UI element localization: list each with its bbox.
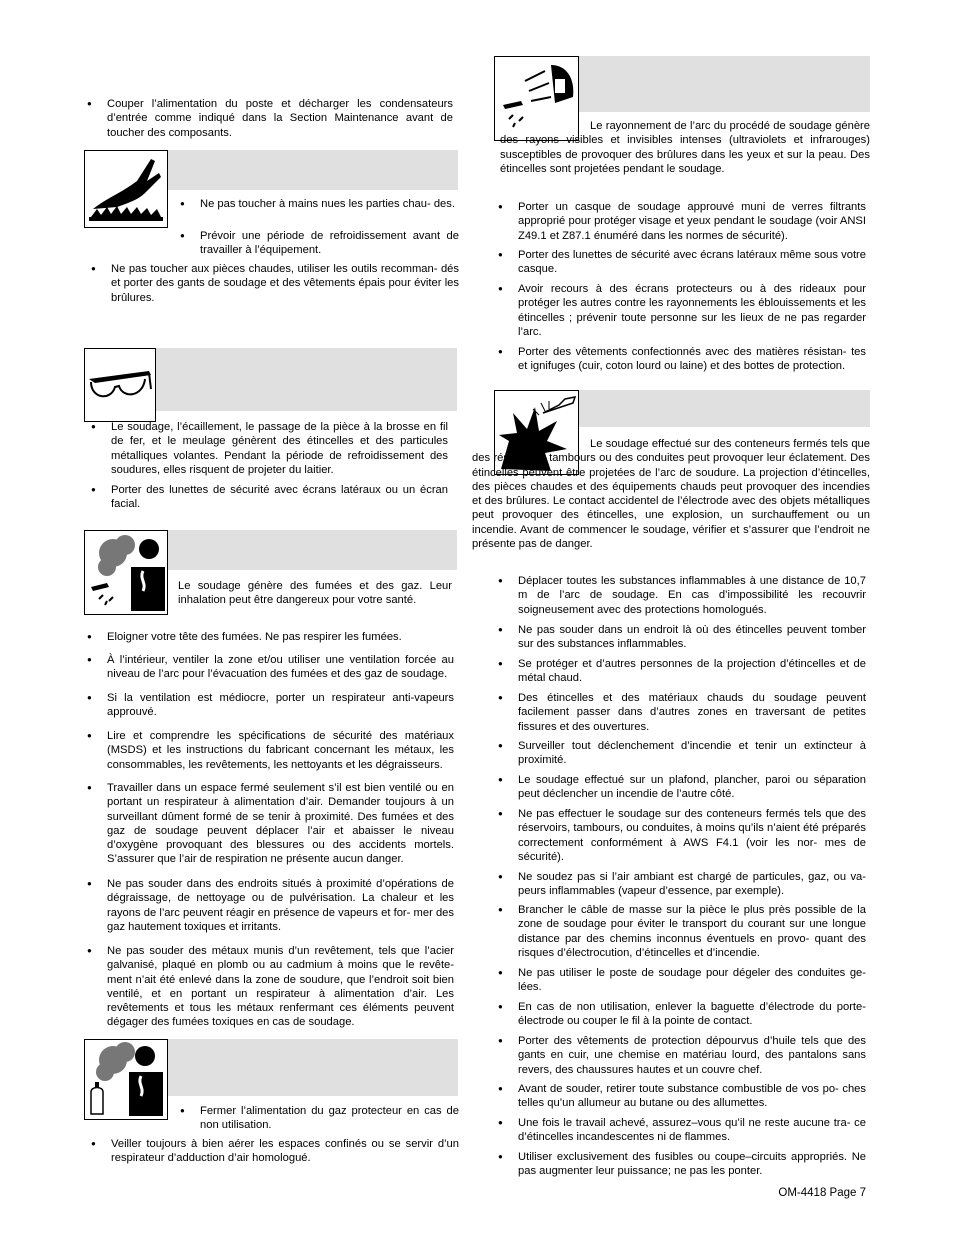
list-item: ● Si la ventilation est médiocre, porter un respirateur anti-vapeurs approuvé. — [107, 691, 454, 720]
arc-rays-intro: Le rayonnement de l’arc du procédé de soudage génère des rayons visibles et invisibles intenses (ultraviolets et infrarouges) susceptibles de provoquer des brûlures dans les yeux et sur la peau. Des étincelles sont projetées pendant le soudage. — [500, 120, 870, 175]
fumes-intro: Le soudage génère des fumées et des gaz. Leur inhalation peut être dangereux pour votre santé. — [178, 580, 452, 607]
list-item: ● Porter des vêtements de protection dépourvus d’huile tels que des gants en cuir, une chemise en matériau lourd, des pantalons sans revers, des chaussures hautes et un couvre chef. — [518, 1034, 866, 1077]
flying-metal-banner — [155, 348, 457, 411]
list-item: ● Avant de souder, retirer toute substance combustible de vos po- ches telles qu’un allumeur au butane ou des allumettes. — [518, 1082, 866, 1111]
list-item: ● Surveiller tout déclenchement d’incendie et tenir un extincteur à proximité. — [518, 739, 866, 768]
list-item: ● Porter des vêtements confectionnés avec des matières résistan- tes et ignifuges (cuir, coton lourd ou laine) et des bottes de protection. — [518, 345, 866, 374]
list-item: ● Avoir recours à des écrans protecteurs ou à des rideaux pour protéger les autres contre les rayonnements les éblouissements et les étincelles ; prévenir toute personne sur les lieux de ne pas regarder l’arc. — [518, 282, 866, 339]
gas-banner — [167, 1039, 458, 1096]
fumes-person-icon — [84, 530, 168, 615]
list-item: ● Porter des lunettes de sécurité avec écrans latéraux ou un écran facial. — [111, 483, 448, 512]
list-item: ● Ne pas toucher aux pièces chaudes, utiliser les outils recomman- dés et porter des gants de soudage et des vêtements épais pour éviter les brûlures. — [111, 262, 459, 305]
list-item: ● Ne pas utiliser le poste de soudage pour dégeler des conduites ge- lées. — [518, 966, 866, 995]
list-item: ● Déplacer toutes les substances inflammables à une distance de 10,7 m de l’arc de soudage. En cas d’impossibilité les recouvrir soigneusement avec des protections homologués. — [518, 574, 866, 617]
fumes-banner — [167, 530, 457, 570]
fire-intro: Le soudage effectué sur des conteneurs fermés tels que des réservoirs, tambours ou des conduites peut provoquer leur éclatement. Des étincelles peuvent être projetées de l’arc de soudure. La projection d’étincelles, des pièces chaudes et des équipements chauds peut provoquer des incendies et des brûlures. Le contact accidentel de l’électrode avec des objets métalliques peut provoquer des étincelles, une explosion, un surchauffement ou un incendie. Avant de commencer le soudage, vérifier et s’assurer que l’endroit ne présente pas de danger. — [472, 438, 870, 551]
safety-glasses-icon — [84, 348, 156, 422]
list-item: ● À l’intérieur, ventiler la zone et/ou utiliser une ventilation forcée au niveau de l’arc pour l’évacuation des fumées et des gaz de soudage. — [107, 653, 454, 682]
list-item: ● Fermer l’alimentation du gaz protecteur en cas de non utilisation. — [200, 1104, 459, 1133]
list-item: ● Prévoir une période de refroidissement avant de travailler à l’équipement. — [200, 229, 459, 258]
list-item: ● Le soudage effectué sur un plafond, plancher, paroi ou séparation peut déclencher un incendie de l’autre côté. — [518, 773, 866, 802]
list-item: ● Ne pas souder dans des endroits situés à proximité d’opérations de dégraissage, de nettoyage ou de pulvérisation. La chaleur et les rayons de l’arc peuvent réagir en présence de vapeurs et for- mer des gaz hautement toxiques et irritants. — [107, 877, 454, 934]
list-item: ● En cas de non utilisation, enlever la baguette d’électrode du porte- électrode ou couper le fil à la pointe de contact. — [518, 1000, 866, 1029]
list-item: ● Ne soudez pas si l’air ambiant est chargé de particules, gaz, ou va- peurs inflammables (vapeur d’essence, par exemple). — [518, 870, 866, 899]
list-item: ● Ne pas souder dans un endroit là où des étincelles peuvent tomber sur des substances inflammables. — [518, 623, 866, 652]
page-number: OM-4418 Page 7 — [778, 1187, 866, 1199]
list-item: ● Se protéger et d’autres personnes de la projection d’étincelles et de métal chaud. — [518, 657, 866, 686]
list-item: ● Lire et comprendre les spécifications de sécurité des matériaux (MSDS) et les instructions du fabricant concernant les métaux, les consommables, les revêtements, les nettoyants et les dégraisseurs. — [107, 729, 454, 772]
list-item: ● Ne pas toucher à mains nues les parties chau- des. — [200, 197, 459, 211]
fire-banner — [579, 390, 870, 427]
list-item: ● Utiliser exclusivement des fusibles ou coupe–circuits appropriés. Ne pas augmenter leur puissance; ne pas les ponter. — [518, 1150, 866, 1179]
hot-parts-banner — [167, 150, 458, 190]
hot-hand-icon — [84, 150, 168, 228]
gas-cylinder-person-icon — [84, 1039, 168, 1120]
list-item: ● Porter un casque de soudage approuvé muni de verres filtrants approprié pour protéger visage et yeux pendant le soudage (voir ANSI Z49.1 et Z87.1 énuméré dans les normes de sécurité). — [518, 200, 866, 243]
list-item: ● Porter des lunettes de sécurité avec écrans latéraux même sous votre casque. — [518, 248, 866, 277]
list-item: ● Ne pas effectuer le soudage sur des conteneurs fermés tels que des réservoirs, tambours, ou conduites, à moins qu’ils n’aient été préparés correctement conformément à AWS F4.1 (voir les nor- mes de sécurité). — [518, 807, 866, 864]
list-item: ● Eloigner votre tête des fumées. Ne pas respirer les fumées. — [107, 630, 454, 644]
list-item: ● Des étincelles et des matériaux chauds du soudage peuvent facilement passer dans d’autres zones en traversant de petites fissures et des ouvertures. — [518, 691, 866, 734]
list-item: ● Veiller toujours à bien aérer les espaces confinés ou se servir d’un respirateur d’adduction d’air homologué. — [111, 1137, 459, 1166]
arc-rays-banner — [579, 56, 870, 112]
list-item: ● Travailler dans un espace fermé seulement s’il est bien ventilé ou en portant un respirateur à alimentation d’air. Demander toujours à un surveillant dûment formé de se tenir à proximité. Des fumées et des gaz de soudage peuvent déplacer l’air et abaisser le niveau d’oxygène provoquant des blessures ou des accidents mortels. S’assurer que l’air de respiration ne présente aucun danger. — [107, 781, 454, 867]
list-item: ● Ne pas souder des métaux munis d’un revêtement, tels que l’acier galvanisé, plaqué en plomb ou au cadmium à moins que le revête- ment n’ait été enlevé dans la zone de soudure, que l’endroit soit bien ventilé, et en portant un respirateur à alimentation d’air. Les revêtements et tous les métaux renfermant ces éléments peuvent dégager des fumées toxiques en cas de soudage. — [107, 944, 454, 1030]
list-item: ● Le soudage, l’écaillement, le passage de la pièce à la brosse en fil de fer, et le meulage génèrent des étincelles et des particules métalliques volantes. Pendant la période de refroidissement des soudures, elles risquent de projeter du laitier. — [111, 420, 448, 477]
list-item: ● Couper l’alimentation du poste et décharger les condensateurs d’entrée comme indiqué dans la Section Maintenance avant de toucher des composants. — [107, 97, 453, 140]
list-item: ● Brancher le câble de masse sur la pièce le plus près possible de la zone de soudage pour éviter le transport du courant sur une longue distance par des chemins inconnus éventuels en provo- quant des risques d’électrocution, d’étincelles et d’incendie. — [518, 903, 866, 960]
list-item: ● Une fois le travail achevé, assurez–vous qu’il ne reste aucune tra- ce d’étincelles incandescentes ni de flammes. — [518, 1116, 866, 1145]
